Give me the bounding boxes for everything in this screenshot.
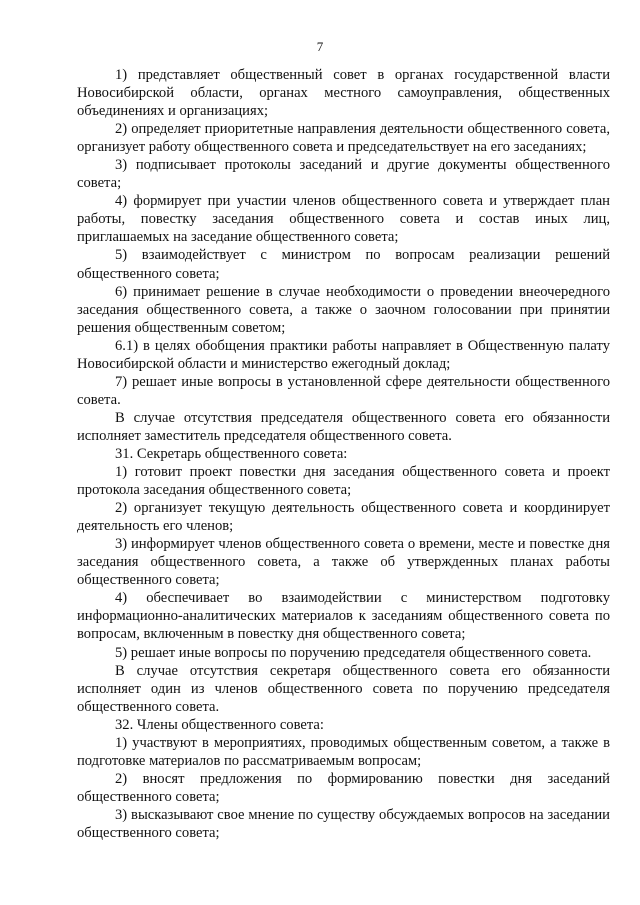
section-heading-32: 32. Члены общественного совета: <box>115 716 324 733</box>
paragraph-chair-absence: В случае отсутствия председателя общественного совета его обязанности исполняет заместитель председателя общественного совета. <box>77 409 610 444</box>
paragraph-chair-duty-2: 2) определяет приоритетные направления деятельности общественного совета, организует работу общественного совета и председательствует на его заседаниях; <box>77 121 610 156</box>
paragraph-chair-duty-7: 7) решает иные вопросы в установленной сфере деятельности общественного совета. <box>77 373 610 408</box>
paragraph-chair-duty-1: 1) представляет общественный совет в органах государственной власти Новосибирской области, органах местного самоуправления, общественных объединениях и организациях; <box>77 67 610 120</box>
page-number: 7 <box>316 39 324 54</box>
paragraph-chair-duty-4: 4) формирует при участии членов общественного совета и утверждает план работы, повестку заседания общественного совета и состав иных лиц, приглашаемых на заседание общественного совета; <box>77 193 610 246</box>
paragraph-secretary-duty-2: 2) организует текущую деятельность общественного совета и координирует деятельность его членов; <box>77 500 610 535</box>
paragraph-member-duty-2: 2) вносят предложения по формированию повестки дня заседаний общественного совета; <box>77 770 610 805</box>
paragraph-secretary-absence: В случае отсутствия секретаря общественного совета его обязанности исполняет один из членов общественного совета по поручению председателя общественного совета. <box>77 662 610 715</box>
paragraph-chair-duty-3: 3) подписывает протоколы заседаний и другие документы общественного совета; <box>77 157 610 192</box>
paragraph-secretary-duty-4: 4) обеспечивает во взаимодействии с министерством подготовку информационно-аналитических материалов к заседаниям общественного совета по вопросам, включенным в повестку дня общественного совета; <box>77 590 610 643</box>
document-body <box>77 66 610 842</box>
paragraph-secretary-duty-1: 1) готовит проект повестки дня заседания общественного совета и проект протокола заседания общественного совета; <box>77 464 610 499</box>
paragraph-secretary-duty-5: 5) решает иные вопросы по поручению председателя общественного совета. <box>115 644 592 661</box>
paragraph-member-duty-3: 3) высказывают свое мнение по существу обсуждаемых вопросов на заседании общественного совета; <box>77 806 610 841</box>
paragraph-chair-duty-5: 5) взаимодействует с министром по вопросам реализации решений общественного совета; <box>77 247 610 282</box>
paragraph-chair-duty-6: 6) принимает решение в случае необходимости о проведении внеочередного заседания общественного совета, а также о заочном голосовании при принятии решения общественным советом; <box>77 283 610 336</box>
paragraph-chair-duty-6-1: 6.1) в целях обобщения практики работы направляет в Общественную палату Новосибирской области и министерство ежегодный доклад; <box>77 337 610 372</box>
paragraph-secretary-duty-3: 3) информирует членов общественного совета о времени, месте и повестке дня заседания общественного совета, а также об утвержденных планах работы общественного совета; <box>77 536 610 589</box>
section-heading-31: 31. Секретарь общественного совета: <box>115 445 348 462</box>
paragraph-member-duty-1: 1) участвуют в мероприятиях, проводимых общественным советом, а также в подготовке материалов по рассматриваемым вопросам; <box>77 734 610 769</box>
